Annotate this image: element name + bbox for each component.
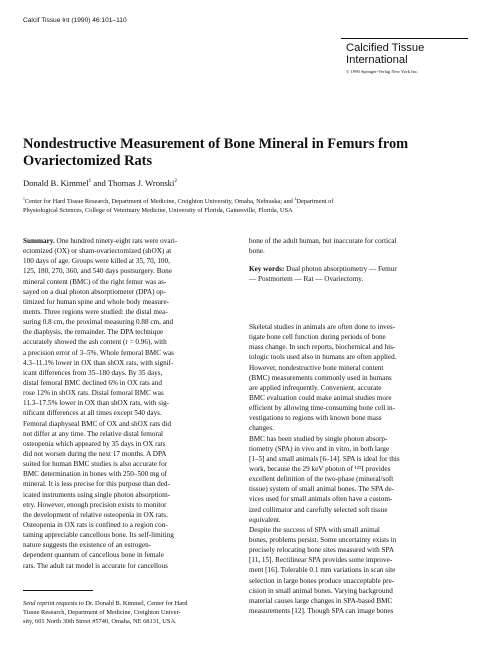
summary-line: timized for human spine and whole body measure- <box>23 297 169 306</box>
summary-line: icant differences from 35–180 days. By 35 days, <box>23 368 163 377</box>
summary-line: 4.3–11.1% lower in OX than shOX rats, with signif- <box>23 358 174 367</box>
footnote-rule <box>23 590 93 591</box>
summary-line: BMC determination in bones with 250–500 mg of <box>23 470 167 479</box>
introduction-line: BMC has been studied by single photon absorp- <box>249 434 388 443</box>
introduction-line: ment [16]. Tolerable 0.1 mm variations in scan site <box>249 566 396 575</box>
summary-line <box>23 236 240 246</box>
journal-name-line2: International <box>346 54 408 66</box>
affil-mark-1: 1 <box>23 196 25 201</box>
introduction-line: work, because the 29 keV photon of ¹²⁵I provides <box>249 464 391 473</box>
summary-line: ectomized (OX) or sham-ovariectomized (shOX) at <box>23 247 172 256</box>
keywords-text-1: Dual photon absorptiometry — Femur <box>284 265 397 273</box>
summary-continuation-line: bone of the adult human, but inaccurate for cortical <box>249 237 397 245</box>
journal-name-line1: Calcified Tissue <box>346 42 425 54</box>
reprint-footnote <box>23 600 243 626</box>
introduction-line: vestigations to regions with known bone mass <box>249 414 382 423</box>
footnote-text-1: Dr. Donald B. Kimmel, Center for Hard <box>83 600 188 607</box>
authors <box>23 178 177 188</box>
introduction-line: mass change. In such reports, biochemical and his- <box>249 343 396 352</box>
introduction-line: efficient by allowing time-consuming bone cell in- <box>249 404 395 413</box>
footnote-line-2: Tissue Research, Department of Medicine, Creighton Univer- <box>23 608 181 616</box>
introduction-line: [11, 15]. Rectilinear SPA provides some improve- <box>249 556 393 565</box>
summary-line: mineral content (BMC) of the right femur was as- <box>23 277 167 286</box>
summary-column <box>23 236 240 571</box>
summary-line: nature suggests the existence of an estrogen- <box>23 541 152 550</box>
summary-line: icated instruments using single photon absorptiom- <box>23 490 171 499</box>
keywords-line-1 <box>249 264 469 274</box>
introduction-text <box>249 322 469 616</box>
summary-line: not differ at any time. The relative distal femoral <box>23 429 164 438</box>
affil-mark-2: 2 <box>294 196 297 201</box>
summary-line: sayed on a dual photon absorptiometer (DPA) op- <box>23 287 166 296</box>
footnote-line-3: sity, 601 North 30th Street #5740, Omaha, NE 68131, USA. <box>23 617 177 625</box>
summary-line: accurately showed the ash content (r = 0.96), with <box>23 338 167 347</box>
affiliations <box>23 197 463 215</box>
summary-line: etry. However, enough precision exists to monitor <box>23 500 167 509</box>
affiliation-line-1 <box>23 197 463 206</box>
introduction-line: tologic tools used also in humans are often applied. <box>249 353 397 362</box>
introduction-line: However, nondestructive bone mineral content <box>249 363 384 372</box>
summary-line: osteopenia which appeared by 35 days in OX rats <box>23 439 166 448</box>
summary-line: Femoral diaphyseal BMC of OX and shOX rats did <box>23 419 172 428</box>
introduction-line: tiometry (SPA) in vivo and in vitro, in both large <box>249 444 390 453</box>
summary-line: 125, 180, 270, 360, and 540 days postsurgery. Bone <box>23 267 172 276</box>
author-1: Donald B. Kimmel <box>23 178 89 188</box>
summary-line: Osteopenia in OX rats is confined to a region con- <box>23 520 168 529</box>
footnote-line-1 <box>23 600 243 609</box>
introduction-line: precisely relocating bone sites measured with SPA <box>249 546 395 555</box>
introduction-line: measurements [12]. Though SPA can image bones <box>249 606 394 615</box>
affiliation-line-2: Physiological Sciences, College of Veterinary Medicine, University of Florida, Gainesville, Florida, USA <box>23 207 293 214</box>
author-2: Thomas J. Wronski <box>107 178 175 188</box>
summary-line: 11.3–17.5% lower in OX than shOX rats, with sig- <box>23 399 170 408</box>
summary-line: ments. Three regions were studied: the distal mea- <box>23 307 168 316</box>
summary-line: suited for human BMC studies is also accurate for <box>23 460 168 469</box>
summary-line: suring 0.8 cm, the proximal measuring 0.88 cm, and <box>23 318 174 327</box>
summary-line: a precision error of 3–5%. Whole femoral BMC was <box>23 348 174 357</box>
title-line-2: Ovariectomized Rats <box>23 153 153 169</box>
summary-label: Summary. <box>23 237 55 245</box>
author-2-affil-mark: 2 <box>174 178 177 185</box>
summary-line: 100 days of age. Groups were killed at 35, 70, 100, <box>23 257 170 266</box>
summary-line: distal femoral BMC declined 6% in OX rats and <box>23 378 162 387</box>
footnote-label: Send reprint requests to <box>23 600 84 607</box>
introduction-line: vices used for small animals often have a custom- <box>249 495 393 504</box>
introduction-line: [1–5] and small animals [6–14]. SPA is ideal for this <box>249 454 400 463</box>
introduction-line: tissue) system of small animal bones. The SPA de- <box>249 485 395 494</box>
introduction-line: (BMC) measurements commonly used in humans <box>249 373 392 382</box>
introduction-line: ized collimator and carefully selected soft tissue <box>249 505 388 514</box>
keywords <box>249 264 469 284</box>
introduction-line: equivalent. <box>249 515 281 524</box>
summary-line: did not worsen during the next 17 months. A DPA <box>23 449 167 458</box>
summary-line: rose 12% in shOX rats. Distal femoral BMC was <box>23 389 164 398</box>
introduction-line: are applied infrequently. Convenient, accurate <box>249 383 382 392</box>
title-line-1: Nondestructive Measurement of Bone Mineral in Femurs from <box>23 136 409 152</box>
summary-continuation <box>249 236 469 256</box>
journal-header-rule <box>341 38 468 39</box>
introduction-line: changes. <box>249 424 274 433</box>
journal-citation: Calcif Tissue Int (1990) 46:101–110 <box>23 17 127 24</box>
summary-line: mineral. It is less precise for this purpose than ded- <box>23 480 170 489</box>
journal-name <box>346 42 470 66</box>
summary-line: dependent quantum of cancellous bone in female <box>23 551 164 560</box>
keywords-label: Key words: <box>249 265 285 273</box>
summary-continuation-line: bone. <box>249 247 265 256</box>
introduction-line: BMC evaluation could make animal studies more <box>249 393 392 402</box>
affiliation-1-text: Center for Hard Tissue Research, Department of Medicine, Creighton University, Omaha, Nebraska; and <box>24 198 295 205</box>
author-1-affil-mark: 1 <box>88 178 92 185</box>
keywords-line-2: — Postmortem — Rat — Ovariectomy. <box>249 275 364 284</box>
summary-line: the diaphysis, the remainder. The DPA technique <box>23 328 164 337</box>
introduction-line: excellent definition of the two-phase (mineral/soft <box>249 475 394 484</box>
introduction-line: selection in large bones produce unacceptable pre- <box>249 576 395 585</box>
summary-line: rats. The adult rat model is accurate for cancellous <box>23 561 168 570</box>
summary-line: the development of relative osteopenia in OX rats. <box>23 510 168 519</box>
introduction-line: Skeletal studies in animals are often done to inves- <box>249 323 396 331</box>
article-title <box>23 136 443 170</box>
introduction-line: Despite the success of SPA with small animal <box>249 525 380 534</box>
author-separator: and <box>91 178 108 188</box>
introduction-line: cision in small animal bones. Varying background <box>249 586 393 595</box>
summary-line: taining appreciable cancellous bone. Its self-limiting <box>23 531 174 540</box>
introduction-line: material causes large changes in SPA-based BMC <box>249 596 393 605</box>
summary-text: One hundred ninety-eight rats were ovari- <box>54 237 178 245</box>
journal-copyright: © 1990 Springer-Verlag New York Inc. <box>346 69 419 74</box>
summary-line: nificant differences at all times except 540 days. <box>23 409 162 418</box>
affiliation-2-text-start: Department of <box>296 198 334 205</box>
introduction-line: tigate bone cell function during periods of bone <box>249 333 386 342</box>
introduction-line: bones, problems persist. Some uncertainty exists in <box>249 535 397 544</box>
